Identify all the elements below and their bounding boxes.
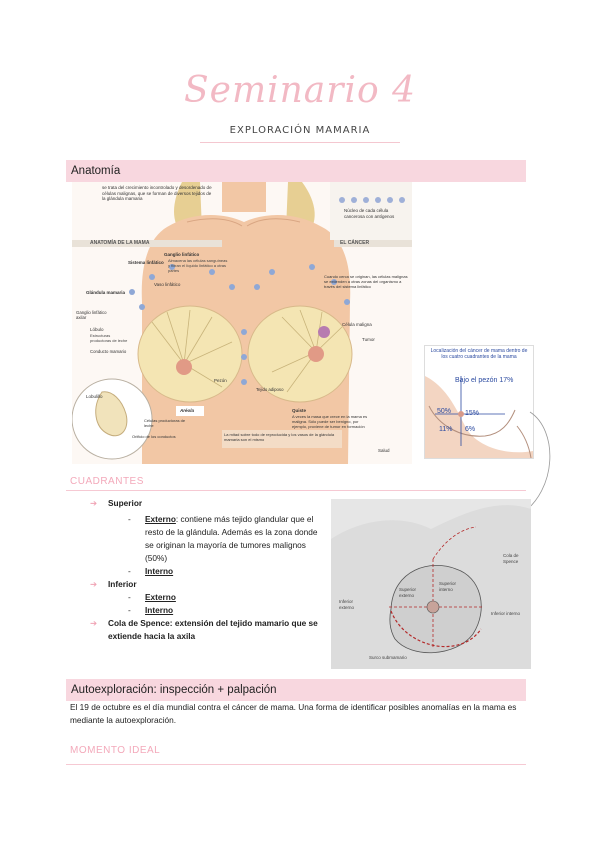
- quad-label-sup-int: Superior interno: [439, 581, 457, 592]
- label-salud: Salud: [378, 448, 390, 453]
- label-glandula-mamaria: Glándula mamaria: [86, 290, 126, 295]
- zoom-nipple-label: Bajo el pezón 17%: [455, 377, 514, 384]
- breast-anatomy-figure: [72, 182, 412, 464]
- section-header-momento-ideal: MOMENTO IDEAL: [70, 745, 161, 756]
- quad-label-cola: Cola de Spence: [503, 553, 519, 564]
- quad-label-surco: Surco submamario: [369, 655, 407, 660]
- cuadrantes-divider: [66, 490, 526, 491]
- label-orificio: Orificio de los conductos: [132, 434, 176, 439]
- label-conducto-mamario: Conducto mamario: [90, 349, 127, 354]
- label-lobulillo: Lobulillo: [86, 394, 103, 399]
- quad-label-inf-ext: Inferior externo: [339, 599, 355, 610]
- momento-divider: [66, 764, 526, 765]
- dash-bullet-icon: -: [128, 592, 131, 602]
- list-item-superior: ➔ Superior: [90, 498, 143, 508]
- dash-bullet-icon: -: [128, 605, 131, 615]
- label-celula-maligna: Célula maligna: [342, 322, 372, 327]
- anatomy-left-header: ANATOMÍA DE LA MAMA: [90, 240, 150, 246]
- label-tumor: Tumor: [362, 337, 375, 342]
- list-item-superior-interno: - Interno: [128, 566, 174, 576]
- label-bottom-desc: La mitad sobre todo de reproducida y los vasos de la glándula mamaria son el mismo: [224, 432, 335, 442]
- anatomy-right-note: Núcleo de cada célula cancerosa con antígenos: [344, 208, 395, 219]
- zoom-figure-header: Localización del cáncer de mama dentro de los cuatro cuadrantes de la mama: [430, 348, 528, 360]
- dash-bullet-icon: -: [128, 566, 131, 576]
- list-item-inferior-externo: - Externo: [128, 592, 176, 602]
- label-lobulo-desc: Estructuras productoras de leche: [90, 333, 128, 343]
- label-tejido-adiposo: Tejido adiposo: [256, 387, 284, 392]
- label-vaso-linfatico: Vaso linfático: [154, 282, 181, 287]
- label-areola: Aréola: [180, 408, 195, 413]
- label-quiste: Quiste: [292, 408, 307, 413]
- label-celulas-productoras: Células productoras de leche: [144, 418, 186, 428]
- section-header-autoexploracion: Autoexploración: inspección + palpación: [66, 679, 526, 701]
- quad-label-sup-ext: Superior externo: [399, 587, 417, 598]
- list-item-inferior: ➔ Inferior: [90, 579, 137, 589]
- breast-quadrants-figure: [331, 499, 531, 669]
- dash-bullet-icon: -: [128, 514, 131, 524]
- anatomy-right-header: EL CÁNCER: [340, 240, 370, 246]
- arrow-right-icon: ➔: [90, 579, 97, 589]
- anatomy-top-note: se trata del crecimiento incontrolado y desordenado de células malignas, que se forman de diversos tejidos de la glándula mamaria: [102, 185, 212, 201]
- label-ganglio-desc: Almacena las células sanguíneas y filtran el líquido linfático a otras partes: [168, 258, 228, 273]
- page-title: Seminario 4: [183, 70, 416, 111]
- zoom-pct-upper-inner: 15%: [465, 410, 480, 417]
- label-lobulo: Lóbulo: [90, 327, 104, 332]
- label-quiste-desc: A veces la masa que crece en la mama es maligna. Sólo puede ser benigno, por ejemplo, proviene de tumor en formación: [292, 414, 368, 429]
- subtitle-divider: [200, 142, 400, 143]
- arrow-right-icon: ➔: [90, 618, 97, 628]
- label-ganglio-linfatico: Ganglio linfático: [164, 252, 200, 257]
- zoom-pct-lower-inner: 6%: [465, 426, 476, 433]
- cuadrantes-list: [90, 497, 330, 643]
- zoom-pct-upper-outer: 50%: [437, 408, 452, 415]
- label-sistema-linfatico: Sistema linfático: [128, 260, 164, 265]
- zoom-pct-lower-outer: 11%: [439, 426, 453, 433]
- list-item-superior-externo: - Externo: contiene más tejido glandular que el resto de la glándula. Además es la zona donde se originan la mayoría de tumores malignos (50%): [128, 514, 318, 563]
- autoexploracion-paragraph: El 19 de octubre es el día mundial contra el cáncer de mama. Una forma de identificar posibles anomalías en la mama es mediante la autoexploración.: [70, 702, 517, 725]
- label-pezon: Pezón: [214, 378, 227, 383]
- list-item-cola-spence: ➔ Cola de Spence: extensión del tejido mamario que se extiende hacia la axila: [90, 618, 318, 641]
- section-header-cuadrantes: CUADRANTES: [70, 476, 144, 487]
- list-item-inferior-interno: - Interno: [128, 605, 174, 615]
- label-cancer-desc: Cuando cerca se originan, las células malignas se extienden a otras zonas del organismo a través del sistema linfático: [324, 274, 408, 289]
- label-ganglio-axilar: Ganglio linfático axilar: [76, 310, 107, 320]
- page-subtitle: EXPLORACIÓN MAMARIA: [229, 125, 371, 136]
- section-header-anatomia: Anatomía: [66, 160, 526, 182]
- arrow-right-icon: ➔: [90, 498, 97, 508]
- quad-label-inf-int: Inferior interno: [491, 611, 521, 616]
